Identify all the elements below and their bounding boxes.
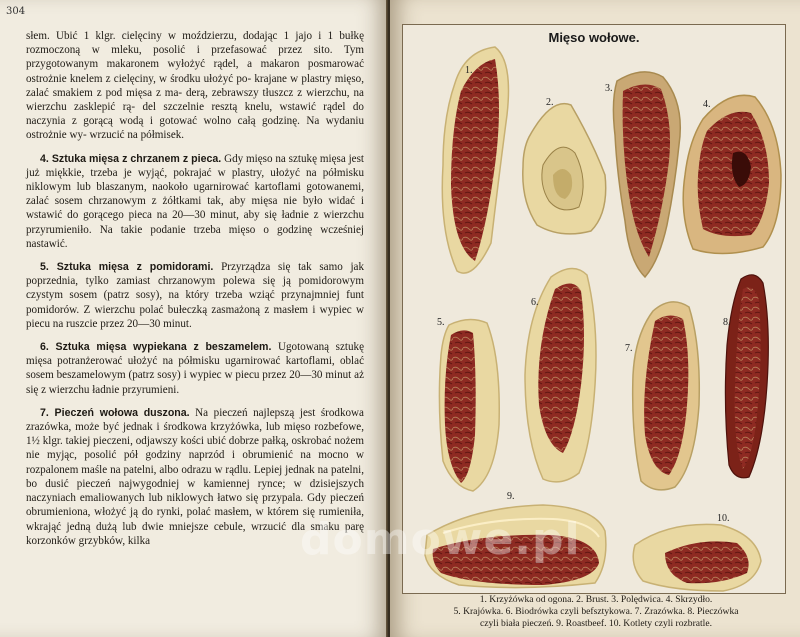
cut-3-illustration bbox=[613, 72, 680, 277]
figure-number: 4. bbox=[703, 99, 711, 110]
figure-number: 9. bbox=[507, 491, 515, 502]
recipe-title: 4. Sztuka mięsa z chrzanem z pieca. bbox=[40, 152, 222, 165]
intro-line: derą, zebrawszy tłuszcz z wierzchu, na wierzchu zasklepić rą- bbox=[26, 86, 364, 114]
intro-line: krajane w plastry mięso, zalać smakiem z pod mięsa z ma- bbox=[26, 72, 364, 99]
cut-1-illustration bbox=[442, 47, 508, 273]
intro-line: wodą i gotować wolno całą godzinę. Na wydaniu ostrożnie wy- bbox=[26, 115, 364, 142]
page-number: 304 bbox=[6, 6, 26, 17]
caption-line: 1. Krzyżówka od ogona. 2. Brust. 3. Polędwica. 4. Skrzydło. bbox=[479, 594, 713, 605]
recipe-section bbox=[26, 260, 364, 331]
recipe-body: Gdy mięso na sztukę mięsa jest już miękkie, trzeba je wyjąć, pokrajać w plastry, ułożyć na półmisku niklowym lub blaszanym, naokoło ugarnirować kartoflami gotowanemi, zalać sosem chrzanowym z żółtkami tak, aby mięsa nie było widać i wstawić do gorącego pieca na 20—30 minut, aby się ładnie z wierzchu przyrumieniło. Na takie podanie trzeba mięso o godzinę wcześniej nastawić. bbox=[26, 152, 364, 250]
cut-4-illustration bbox=[683, 95, 781, 253]
recipe-title: 5. Sztuka mięsa z pomidorami. bbox=[40, 261, 214, 274]
watermark: domowe.pl bbox=[300, 514, 581, 565]
cut-10-illustration bbox=[633, 524, 761, 591]
intro-paragraph bbox=[26, 29, 364, 143]
cut-5-illustration bbox=[439, 319, 499, 491]
cut-9-illustration bbox=[425, 505, 606, 588]
figure-number: 7. bbox=[625, 343, 633, 354]
cut-7-illustration bbox=[633, 302, 700, 490]
figure-number: 8. bbox=[723, 317, 731, 328]
recipe-section bbox=[26, 152, 364, 251]
intro-line: del szczelnie resztą knelu, wstawić rądel do naczynia z gorącą bbox=[26, 101, 364, 128]
recipe-body: Na pieczeń najlepszą jest środkowa zrazówka, może być jednak i środkowa krzyżówka, lub mięso rozbefowe, 1½ klgr. takiej pieczeni, odjawszy kości ubić dobrze pałką, oskrobać nożem nie myjąc, posolić pół godziny naprzód i obrumienić na mocno w rozpalonem maśle na patelni, albo odrazu w rądlu. Lepiej jednak na patelni, bo dusić pieczeń najwygodniej w kamiennej rynce; w dzisiejszych naczyniach emaliowanych lub niklowych łatwo się przypala. Gdy pieczeń obrumieniona, włożyć ją do rynki, polać masłem, w którem się rumieniła, wkrająć jedną dużą lub dwie mniejsze cebule, wrzucić dla smaku parę korzonków grzybków, kilka bbox=[26, 406, 364, 547]
beef-cuts-plate bbox=[402, 24, 786, 594]
caption-line: czyli biała pieczeń. 9. Roastbeef. 10. Kotlety czyli rozbratle. bbox=[479, 618, 713, 629]
figure-number: 10. bbox=[717, 513, 730, 524]
caption-line: 5. Krajówka. 6. Biodrówka czyli befsztykowa. 7. Zrazówka. 8. Pieczówka bbox=[453, 606, 739, 617]
recipe-title: 6. Sztuka mięsa wypiekana z beszamelem. bbox=[40, 341, 272, 354]
intro-line: posmarować ostrożnie knelem z cielęciny, w środku ułożyć po- bbox=[26, 58, 364, 85]
plate-caption bbox=[402, 594, 790, 630]
figure-number: 6. bbox=[531, 297, 539, 308]
figure-number: 1. bbox=[465, 65, 473, 76]
recipe-body: Ugotowaną sztukę mięsa potranżerować ułożyć na półmisku ugarnirować kartoflami, oblać sosem beszamelowym (patrz sosy) i wypiec w piecu przez 20—30 minut aż się z wierzchu ładnie przyrumieni. bbox=[26, 341, 364, 396]
left-page bbox=[0, 0, 388, 637]
beef-cuts-illustration bbox=[403, 25, 785, 593]
cut-2-illustration bbox=[523, 104, 606, 234]
figure-number: 3. bbox=[605, 83, 613, 94]
cut-8-illustration bbox=[725, 275, 768, 478]
recipe-body: Przyrządza się tak samo jak poprzednia, tylko zamiast chrzanowym polewa się ją pomidorowym czystym sosem (patrz sosy), na który trzeba wziąć przynajmniej funt pomidorów. Z wierzchu polać bułeczką zasmażoną z masłem i wypiec w piecu na ruszcie przez 20—30 minut. bbox=[26, 261, 364, 330]
intro-line: Tym przygotowanym makaronem wyłożyć rądel, a makaron bbox=[26, 44, 364, 71]
plate-title: Mięso wołowe. bbox=[548, 30, 640, 45]
intro-line: bułkę rozmoczoną w mleku, posolić i przefasować przez sito. bbox=[26, 30, 364, 57]
intro-line: słem. Ubić 1 klgr. cielęciny w moździerzu, dodając 1 jajo i 1 bbox=[26, 30, 334, 42]
recipe-text-column bbox=[26, 29, 364, 548]
recipe-title: 7. Pieczeń wołowa duszona. bbox=[40, 406, 190, 419]
figure-number: 5. bbox=[437, 317, 445, 328]
intro-line: wrzucić na półmisek. bbox=[89, 129, 185, 142]
figure-number: 2. bbox=[546, 97, 554, 108]
recipe-section bbox=[26, 406, 364, 548]
recipe-section bbox=[26, 340, 364, 397]
